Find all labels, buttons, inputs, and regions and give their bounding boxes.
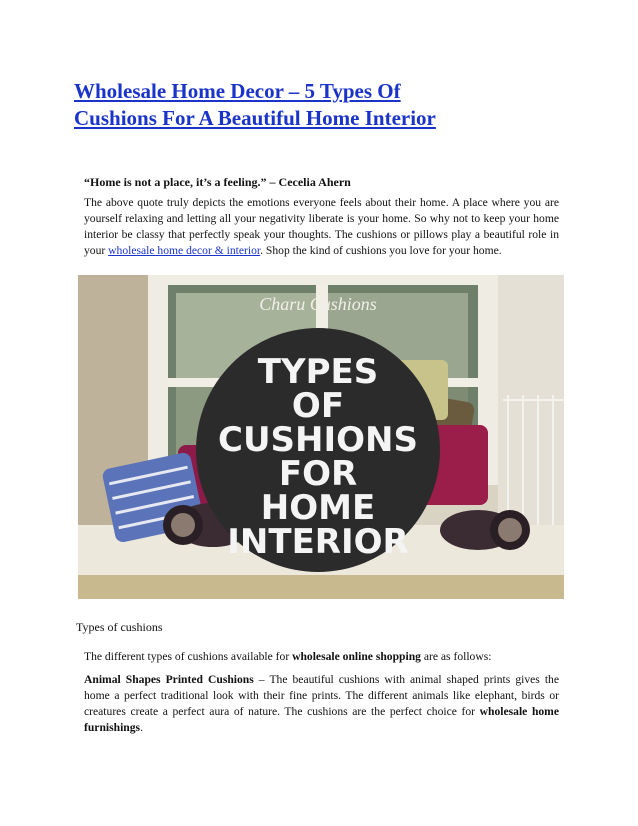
intro-text-start: The above quote truly depicts the emotions everyone feels about their home. A place where you are yourself relaxing and letting all your negativity liberate is your home. So why not to keep your home interior be classy that perfectly speak your thoughts. The cushions or pillows play a beautiful role in your: [84, 196, 559, 257]
hero-text-line-3: CUSHIONS: [218, 420, 418, 460]
types-intro-paragraph: [84, 649, 559, 665]
hero-text-line-6: INTERIOR: [227, 522, 409, 562]
quote: “Home is not a place, it’s a feeling.” – Cecelia Ahern: [84, 175, 351, 189]
hero-text-line-4: FOR: [278, 454, 358, 494]
wholesale-online-shopping-bold: wholesale online shopping: [292, 650, 421, 663]
hero-image: [78, 275, 564, 599]
intro-paragraph: [84, 195, 559, 259]
animal-cushions-paragraph: [84, 672, 559, 736]
hero-text-line-2: OF: [291, 386, 345, 426]
hero-text-line-1: TYPES: [257, 352, 379, 392]
wholesale-home-furnishings-bold: wholesale home furnishings: [84, 705, 559, 734]
title-line-2: Cushions For A Beautiful Home Interior: [74, 106, 436, 130]
animal-cushions-end: .: [140, 721, 143, 734]
document-title[interactable]: [74, 78, 554, 132]
hero-text-line-5: HOME: [260, 488, 376, 528]
animal-cushions-text: – The beautiful cushions with animal shaped prints gives the home a perfect traditional look with their fine prints. The different animals like elephant, birds or creatures create a perfect aura of nature. The cushions are the perfect choice for: [84, 673, 560, 718]
types-intro-start: The different types of cushions available for: [84, 650, 293, 663]
hero-watermark: Charu Cushions: [259, 294, 377, 314]
image-caption: Types of cushions: [76, 620, 163, 634]
intro-text-end: . Shop the kind of cushions you love for your home.: [260, 244, 502, 257]
title-line-1: Wholesale Home Decor – 5 Types Of: [74, 79, 401, 103]
wholesale-home-decor-link[interactable]: wholesale home decor & interior: [108, 244, 261, 257]
animal-cushions-heading: Animal Shapes Printed Cushions: [84, 673, 254, 686]
cushions-illustration: [78, 275, 564, 599]
types-intro-end: are as follows:: [420, 650, 492, 663]
